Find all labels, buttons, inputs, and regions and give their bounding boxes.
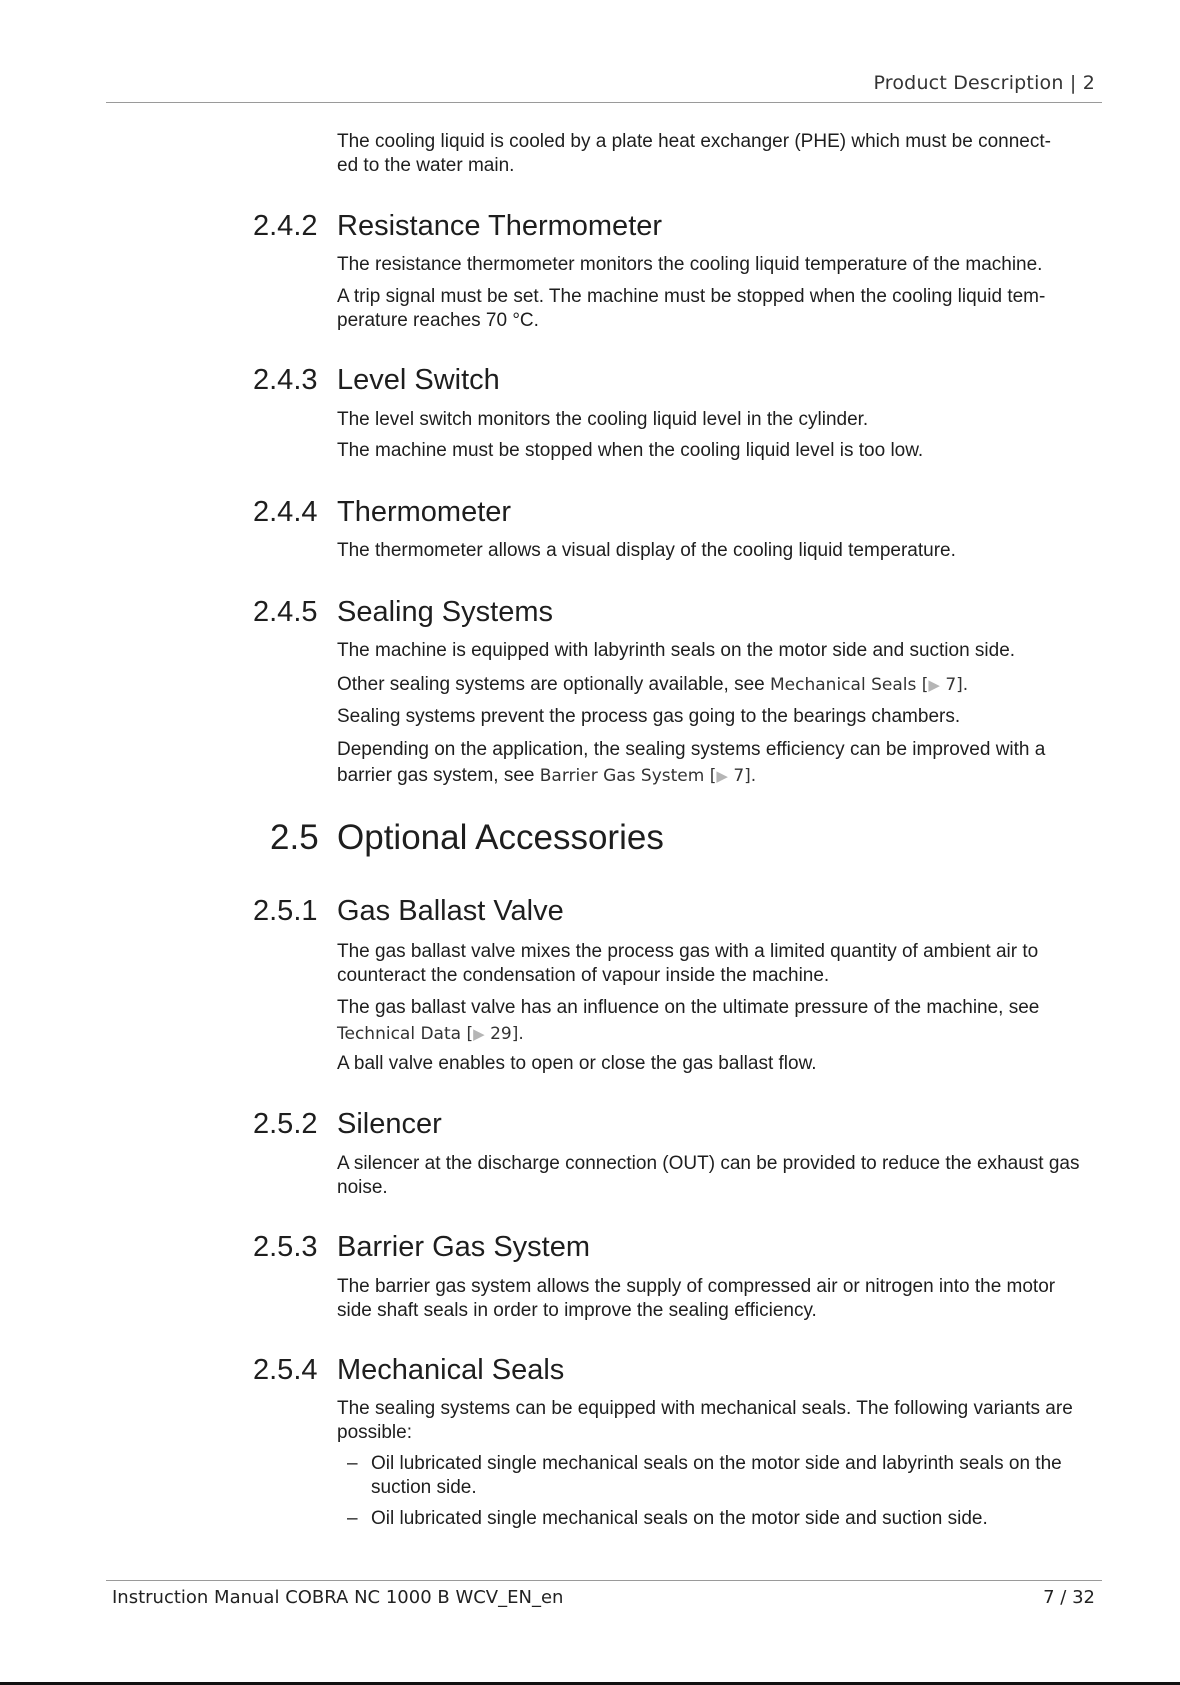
paragraph: The resistance thermometer monitors the cooling liquid temperature of the machine. [337, 254, 1043, 275]
paragraph: The machine must be stopped when the cooling liquid level is too low. [337, 440, 924, 461]
list-item [337, 1507, 1097, 1531]
list-dash: – [347, 1508, 358, 1529]
cross-reference-link[interactable] [540, 766, 756, 786]
footer-divider [106, 1580, 1102, 1581]
arrow-right-icon: ▶ [928, 676, 940, 694]
section-heading-2-5-3 [253, 1231, 590, 1264]
section-number: 2.5.1 [253, 895, 318, 927]
section-number: 2.4.2 [253, 210, 318, 242]
paragraph-text: The gas ballast valve has an influence on the ultimate pressure of the machine, see [337, 997, 1040, 1018]
footer-page-number: 7 / 32 [1043, 1587, 1095, 1608]
link-text: Technical Data [337, 1024, 462, 1044]
section-heading-2-5 [270, 818, 664, 858]
footer-document-title: Instruction Manual COBRA NC 1000 B WCV_EN_en [112, 1587, 564, 1608]
section-heading-2-5-1 [253, 895, 564, 928]
section-number: 2.4.4 [253, 496, 318, 528]
list-item-text: Oil lubricated single mechanical seals on the motor side and suction side. [371, 1508, 988, 1529]
section-heading-2-4-4 [253, 496, 511, 529]
paragraph-text: Depending on the application, the sealing systems efficiency can be improved with a barrier gas system, see [337, 739, 1046, 786]
section-title: Resistance Thermometer [337, 210, 663, 242]
list-item [337, 1452, 1097, 1499]
paragraph [337, 995, 1087, 1047]
page-ref: 29 [490, 1024, 512, 1044]
section-number: 2.5.4 [253, 1354, 318, 1386]
section-title: Mechanical Seals [337, 1354, 565, 1386]
link-text: Mechanical Seals [770, 675, 917, 695]
bracket: ]. [511, 1024, 524, 1044]
section-heading-2-4-2 [253, 210, 662, 243]
paragraph: The barrier gas system allows the supply of compressed air or nitrogen into the motor side shaft seals in order to improve the sealing efficiency. [337, 1276, 1056, 1321]
section-heading-2-4-3 [253, 364, 500, 397]
section-title: Gas Ballast Valve [337, 895, 564, 927]
paragraph: A silencer at the discharge connection (OUT) can be provided to reduce the exhaust gas noise. [337, 1153, 1080, 1198]
section-number: 2.5.3 [253, 1231, 318, 1263]
cross-reference-link[interactable] [770, 675, 968, 695]
section-title: Optional Accessories [337, 818, 664, 857]
section-title: Thermometer [337, 496, 512, 528]
intro-paragraph: The cooling liquid is cooled by a plate heat exchanger (PHE) which must be connect- ed to the water main. [337, 131, 1051, 176]
bracket: ]. [744, 766, 757, 786]
bracket: [ [921, 675, 929, 695]
bracket: ]. [956, 675, 969, 695]
paragraph [337, 737, 1087, 789]
section-heading-2-4-5 [253, 596, 553, 629]
page-ref: 7 [945, 675, 957, 695]
link-text: Barrier Gas System [539, 766, 705, 786]
section-heading-2-5-2 [253, 1108, 442, 1141]
arrow-right-icon: ▶ [716, 767, 728, 785]
paragraph: The machine is equipped with labyrinth seals on the motor side and suction side. [337, 640, 1016, 661]
section-number: 2.5 [270, 818, 319, 857]
paragraph: The level switch monitors the cooling liquid level in the cylinder. [337, 409, 869, 430]
section-number: 2.4.5 [253, 596, 318, 628]
paragraph: The sealing systems can be equipped with mechanical seals. The following variants are possible: [337, 1398, 1073, 1443]
header-title: Product Description | 2 [873, 72, 1095, 94]
arrow-right-icon: ▶ [473, 1025, 485, 1043]
section-title: Barrier Gas System [337, 1231, 590, 1263]
section-number: 2.4.3 [253, 364, 318, 396]
bracket: [ [466, 1024, 474, 1044]
paragraph: The gas ballast valve mixes the process gas with a limited quantity of ambient air to counteract the condensation of vapour inside the machine. [337, 941, 1039, 986]
paragraph: The thermometer allows a visual display of the cooling liquid temperature. [337, 540, 956, 561]
list-item-text: Oil lubricated single mechanical seals on the motor side and labyrinth seals on the suction side. [371, 1453, 1062, 1498]
paragraph-text: Other sealing systems are optionally available, see [337, 674, 771, 695]
section-title: Level Switch [337, 364, 500, 396]
paragraph [337, 673, 1087, 698]
bracket: [ [709, 766, 717, 786]
section-title: Sealing Systems [337, 596, 553, 628]
section-heading-2-5-4 [253, 1354, 564, 1387]
paragraph: Sealing systems prevent the process gas going to the bearings chambers. [337, 706, 961, 727]
cross-reference-link[interactable] [337, 1024, 524, 1044]
header-divider [106, 102, 1102, 103]
section-number: 2.5.2 [253, 1108, 318, 1140]
page-ref: 7 [733, 766, 745, 786]
paragraph: A ball valve enables to open or close the gas ballast flow. [337, 1053, 817, 1074]
list-dash: – [347, 1453, 358, 1474]
paragraph: A trip signal must be set. The machine must be stopped when the cooling liquid tem- perature reaches 70 °C. [337, 286, 1046, 331]
section-title: Silencer [337, 1108, 442, 1140]
